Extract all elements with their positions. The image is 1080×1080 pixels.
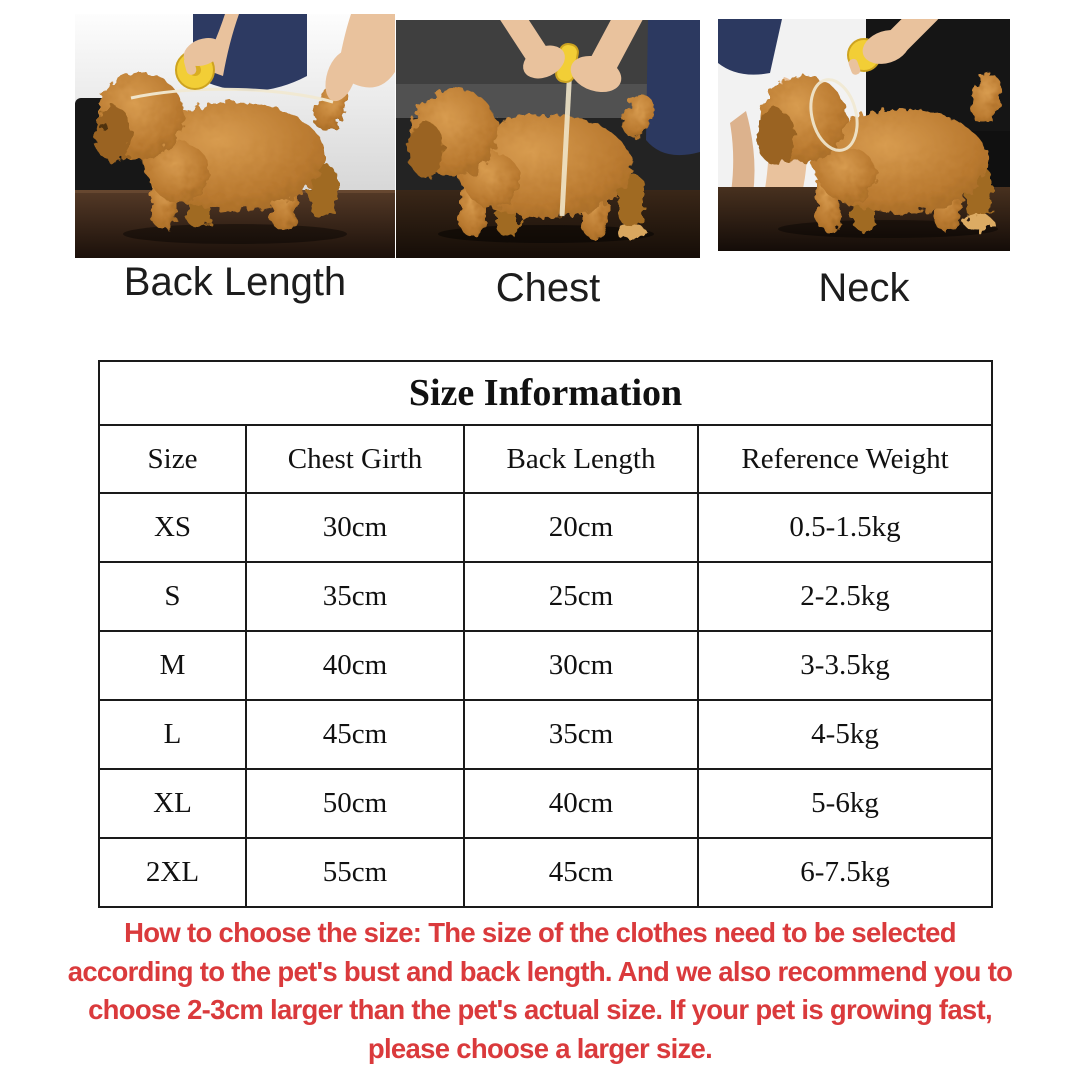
weight-cell: 3-3.5kg [698, 631, 992, 700]
photo-chest-measure [396, 20, 700, 258]
weight-cell: 2-2.5kg [698, 562, 992, 631]
note-line-3: choose 2-3cm larger than the pet's actual size. If your pet is growing fast, [88, 994, 992, 1025]
back-cell: 40cm [464, 769, 698, 838]
table-title: Size Information [99, 361, 992, 425]
photo-back-length-measure [75, 14, 395, 258]
col-header-chest-girth: Chest Girth [246, 425, 464, 493]
chest-cell: 45cm [246, 700, 464, 769]
weight-cell: 0.5-1.5kg [698, 493, 992, 562]
size-information-table [98, 360, 993, 908]
photo-label-back-length: Back Length [123, 260, 347, 304]
note-line-4: please choose a larger size. [367, 1032, 713, 1064]
table-title-row [99, 361, 992, 425]
weight-cell: 4-5kg [698, 700, 992, 769]
plush-dog-neck-illustration [718, 19, 1010, 251]
plush-dog-back-length-illustration [75, 14, 395, 258]
table-row-m [99, 631, 992, 700]
dog-shadow [123, 224, 347, 244]
weight-cell: 6-7.5kg [698, 838, 992, 907]
table-row-s [99, 562, 992, 631]
size-cell: L [99, 700, 246, 769]
sizing-note [0, 914, 1080, 1068]
back-cell: 30cm [464, 631, 698, 700]
table-row-xl [99, 769, 992, 838]
table-row-2xl [99, 838, 992, 907]
chest-cell: 35cm [246, 562, 464, 631]
size-cell: M [99, 631, 246, 700]
table-row-xs [99, 493, 992, 562]
size-cell: XS [99, 493, 246, 562]
photo-label-neck: Neck [818, 266, 910, 310]
plush-dog-chest-illustration [396, 20, 700, 258]
note-line-2: according to the pet's bust and back length. And we also recommend you to [67, 955, 1013, 987]
col-header-back-length: Back Length [464, 425, 698, 493]
size-cell: S [99, 562, 246, 631]
chest-cell: 40cm [246, 631, 464, 700]
back-cell: 35cm [464, 700, 698, 769]
size-cell: 2XL [99, 838, 246, 907]
col-header-reference-weight: Reference Weight [698, 425, 992, 493]
table-row-l [99, 700, 992, 769]
weight-cell: 5-6kg [698, 769, 992, 838]
back-cell: 45cm [464, 838, 698, 907]
back-cell: 25cm [464, 562, 698, 631]
back-cell: 20cm [464, 493, 698, 562]
chest-cell: 55cm [246, 838, 464, 907]
person-leg [646, 20, 700, 155]
photo-label-chest: Chest [495, 266, 601, 310]
photo-neck-measure [718, 19, 1010, 251]
chest-cell: 50cm [246, 769, 464, 838]
chest-cell: 30cm [246, 493, 464, 562]
col-header-size: Size [99, 425, 246, 493]
table-header-row [99, 425, 992, 493]
size-cell: XL [99, 769, 246, 838]
note-line-1: How to choose the size: The size of the clothes need to be selected [124, 917, 956, 948]
